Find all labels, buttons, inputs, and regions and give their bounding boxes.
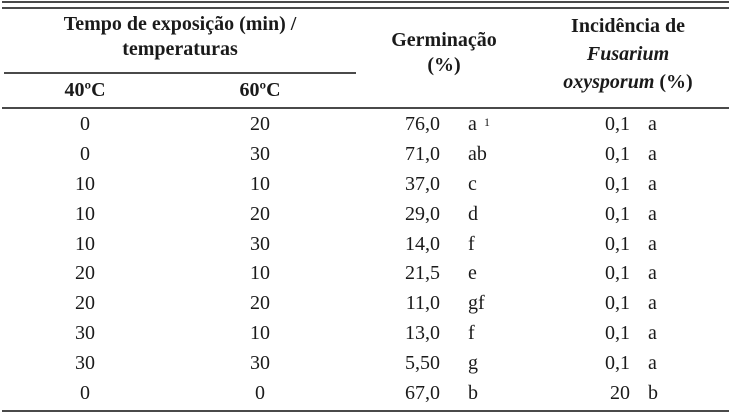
cell-germination-letter: f [468,232,475,255]
cell-germination: 67,0 [405,382,440,405]
cell-temp-60: 10 [250,262,270,285]
cell-germination-letter: d [468,202,478,225]
table-row [0,140,731,170]
cell-germination-letter: c [468,172,477,195]
cell-fusarium-letter: b [648,382,658,405]
cell-temp-60: 20 [250,292,270,315]
cell-germination-letter: b [468,382,478,405]
cell-fusarium-letter: a [648,262,657,285]
cell-temp-40: 0 [80,142,90,165]
cell-germination-letter: f [468,322,475,345]
cell-temp-40: 20 [75,292,95,315]
cell-germination-letter: a [468,113,477,135]
table-body [0,110,731,409]
header-germination [364,28,524,78]
header-fusarium-incidence [528,12,728,96]
cell-temp-40: 30 [75,322,95,345]
cell-fusarium: 0,1 [605,202,630,225]
cell-fusarium: 0,1 [605,172,630,195]
cell-fusarium-letter: a [648,172,657,195]
cell-fusarium: 20 [610,382,630,405]
cell-temp-60: 0 [255,382,265,405]
cell-germination: 13,0 [405,322,440,345]
cell-fusarium: 0,1 [605,322,630,345]
cell-germination-letter: g [468,352,478,375]
cell-temp-40: 0 [80,113,90,135]
cell-temp-40: 10 [75,172,95,195]
header-exposure-time-line1: Tempo de exposição (min) / [63,13,297,35]
cell-fusarium: 0,1 [605,232,630,255]
header-bottom-rule [2,107,729,109]
cell-fusarium: 0,1 [605,262,630,285]
table-row [0,379,731,409]
cell-germination: 21,5 [405,262,440,285]
cell-temp-40: 10 [75,202,95,225]
header-germination-line1: Germinação [391,29,497,51]
cell-germination-letter: e [468,262,477,285]
header-fusarium-unit: (%) [654,71,693,93]
cell-temp-40: 10 [75,232,95,255]
cell-temp-60: 20 [250,202,270,225]
cell-fusarium: 0,1 [605,352,630,375]
header-temp-40: 40ºC [64,79,106,101]
header-fusarium-line2 [528,40,728,68]
header-temp-60: 60ºC [239,79,281,101]
cell-germination: 5,50 [405,352,440,375]
header-fusarium-line3 [528,68,728,96]
cell-temp-40: 20 [75,262,95,285]
table-row [0,259,731,289]
header-fusarium-species: oxysporum [563,71,655,93]
cell-temp-60: 30 [250,352,270,375]
table-bottom-rule [2,410,729,412]
cell-fusarium-letter: a [648,202,657,225]
table-row [0,110,731,140]
table-row [0,170,731,200]
cell-fusarium-letter: a [648,352,657,375]
cell-germination-letter: ab [468,142,487,165]
header-fusarium-line1: Incidência de [571,15,685,37]
table-top-rule-second [2,7,729,9]
cell-fusarium-letter: a [648,113,657,135]
cell-germination: 29,0 [405,202,440,225]
cell-fusarium-letter: a [648,322,657,345]
table-row [0,349,731,379]
header-germination-line2: (%) [427,54,461,76]
table-row [0,319,731,349]
table-row [0,200,731,230]
cell-germination: 11,0 [405,292,440,315]
table-top-rule [2,1,729,3]
cell-temp-60: 30 [250,232,270,255]
cell-fusarium-letter: a [648,292,657,315]
cell-fusarium-letter: a [648,232,657,255]
table-row [0,289,731,319]
table-row [0,230,731,260]
cell-germination: 37,0 [405,172,440,195]
header-exposure-time [4,12,356,62]
cell-fusarium-letter: a [648,142,657,165]
cell-temp-60: 10 [250,322,270,345]
header-subgroup-rule [4,72,356,74]
cell-temp-60: 10 [250,172,270,195]
footnote-marker: 1 [484,115,490,129]
cell-temp-40: 0 [80,382,90,405]
cell-temp-60: 30 [250,142,270,165]
cell-germination: 71,0 [405,142,440,165]
cell-fusarium: 0,1 [605,292,630,315]
cell-fusarium: 0,1 [605,142,630,165]
cell-germination: 14,0 [405,232,440,255]
cell-germination: 76,0 [405,113,440,135]
cell-fusarium: 0,1 [605,113,630,135]
cell-temp-40: 30 [75,352,95,375]
cell-germination-letter: gf [468,292,485,315]
header-exposure-time-line2: temperaturas [122,38,238,60]
header-fusarium-genus: Fusarium [586,43,670,65]
cell-temp-60: 20 [250,113,270,135]
